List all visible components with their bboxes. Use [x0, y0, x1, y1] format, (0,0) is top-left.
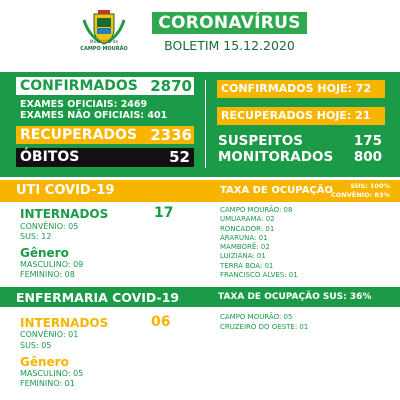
uti-city-list — [220, 206, 390, 280]
uti-internados-label: INTERNADOS — [20, 207, 109, 221]
official-exams: EXAMES OFICIAIS: 2469 — [20, 99, 148, 110]
enfermaria-masculino: MASCULINO: 05 — [20, 369, 84, 378]
uti-city-item: CAMPO MOURÃO: 08 — [220, 206, 293, 214]
enfermaria-convenio: CONVÊNIO: 01 — [20, 330, 79, 339]
enfermaria-occupancy: TAXA DE OCUPAÇÃO SUS: 36% — [218, 292, 372, 302]
recovered-label: RECUPERADOS — [20, 127, 138, 143]
uti-occupancy-label: TAXA DE OCUPAÇÃO — [220, 185, 334, 196]
recovered-today: RECUPERADOS HOJE: 21 — [221, 109, 371, 122]
uti-city-item: UMUARAMA: 02 — [220, 215, 275, 224]
uti-title: UTI COVID-19 — [16, 183, 115, 198]
enfermaria-title: ENFERMARIA COVID-19 — [16, 290, 180, 305]
logo-caption-city: CAMPO MOURÃO — [80, 46, 128, 52]
uti-occupancy-sus: SUS: 100% — [350, 182, 390, 190]
enfermaria-city-item: CRUZEIRO DO OESTE: 01 — [220, 322, 309, 331]
suspects-value: 175 — [353, 133, 382, 149]
enfermaria-genero-label: Gênero — [20, 355, 69, 369]
enfermaria-city-list — [220, 313, 390, 332]
uti-genero-label: Gênero — [20, 246, 69, 260]
confirmed-today: CONFIRMADOS HOJE: 72 — [221, 82, 372, 95]
uti-city-item: ARARUNA: 01 — [220, 233, 268, 242]
uti-internados-count: 17 — [154, 205, 174, 221]
recovered-value: 2336 — [150, 126, 192, 144]
page-title: CORONAVÍRUS — [152, 12, 307, 34]
enfermaria-feminino: FEMININO: 01 — [20, 379, 75, 388]
confirmed-label: CONFIRMADOS — [20, 78, 138, 94]
confirmed-value: 2870 — [150, 77, 192, 95]
monitored-value: 800 — [353, 149, 382, 165]
uti-sus: SUS: 12 — [20, 232, 52, 241]
uti-occupancy-convenio: CONVÊNIO: 83% — [330, 191, 390, 199]
uti-city-item: TERRA BOA: 01 — [220, 261, 274, 270]
uti-city-item: LUIZIANA: 01 — [220, 252, 266, 261]
enfermaria-internados-count: 06 — [151, 314, 171, 330]
deaths-value: 52 — [169, 148, 190, 166]
uti-city-item: MAMBORÊ: 02 — [220, 243, 270, 252]
bulletin-date: BOLETIM 15.12.2020 — [164, 38, 295, 53]
deaths-label: ÓBITOS — [20, 149, 80, 165]
uti-city-item: RONCADOR: 01 — [220, 224, 275, 233]
panel-divider — [205, 80, 206, 168]
logo-caption-prefix: Município de — [89, 40, 119, 45]
uti-convenio: CONVÊNIO: 05 — [20, 222, 79, 231]
enfermaria-sus: SUS: 05 — [20, 341, 52, 350]
enfermaria-internados-label: INTERNADOS — [20, 316, 109, 330]
uti-city-item: FRANCISCO ALVES: 01 — [220, 271, 298, 280]
suspects-label: SUSPEITOS — [218, 133, 303, 149]
uti-feminino: FEMININO: 08 — [20, 270, 75, 279]
uti-masculino: MASCULINO: 09 — [20, 260, 84, 269]
enfermaria-city-item: CAMPO MOURÃO: 05 — [220, 313, 293, 321]
monitored-label: MONITORADOS — [218, 149, 334, 165]
nonofficial-exams: EXAMES NÃO OFICIAIS: 401 — [20, 110, 168, 121]
